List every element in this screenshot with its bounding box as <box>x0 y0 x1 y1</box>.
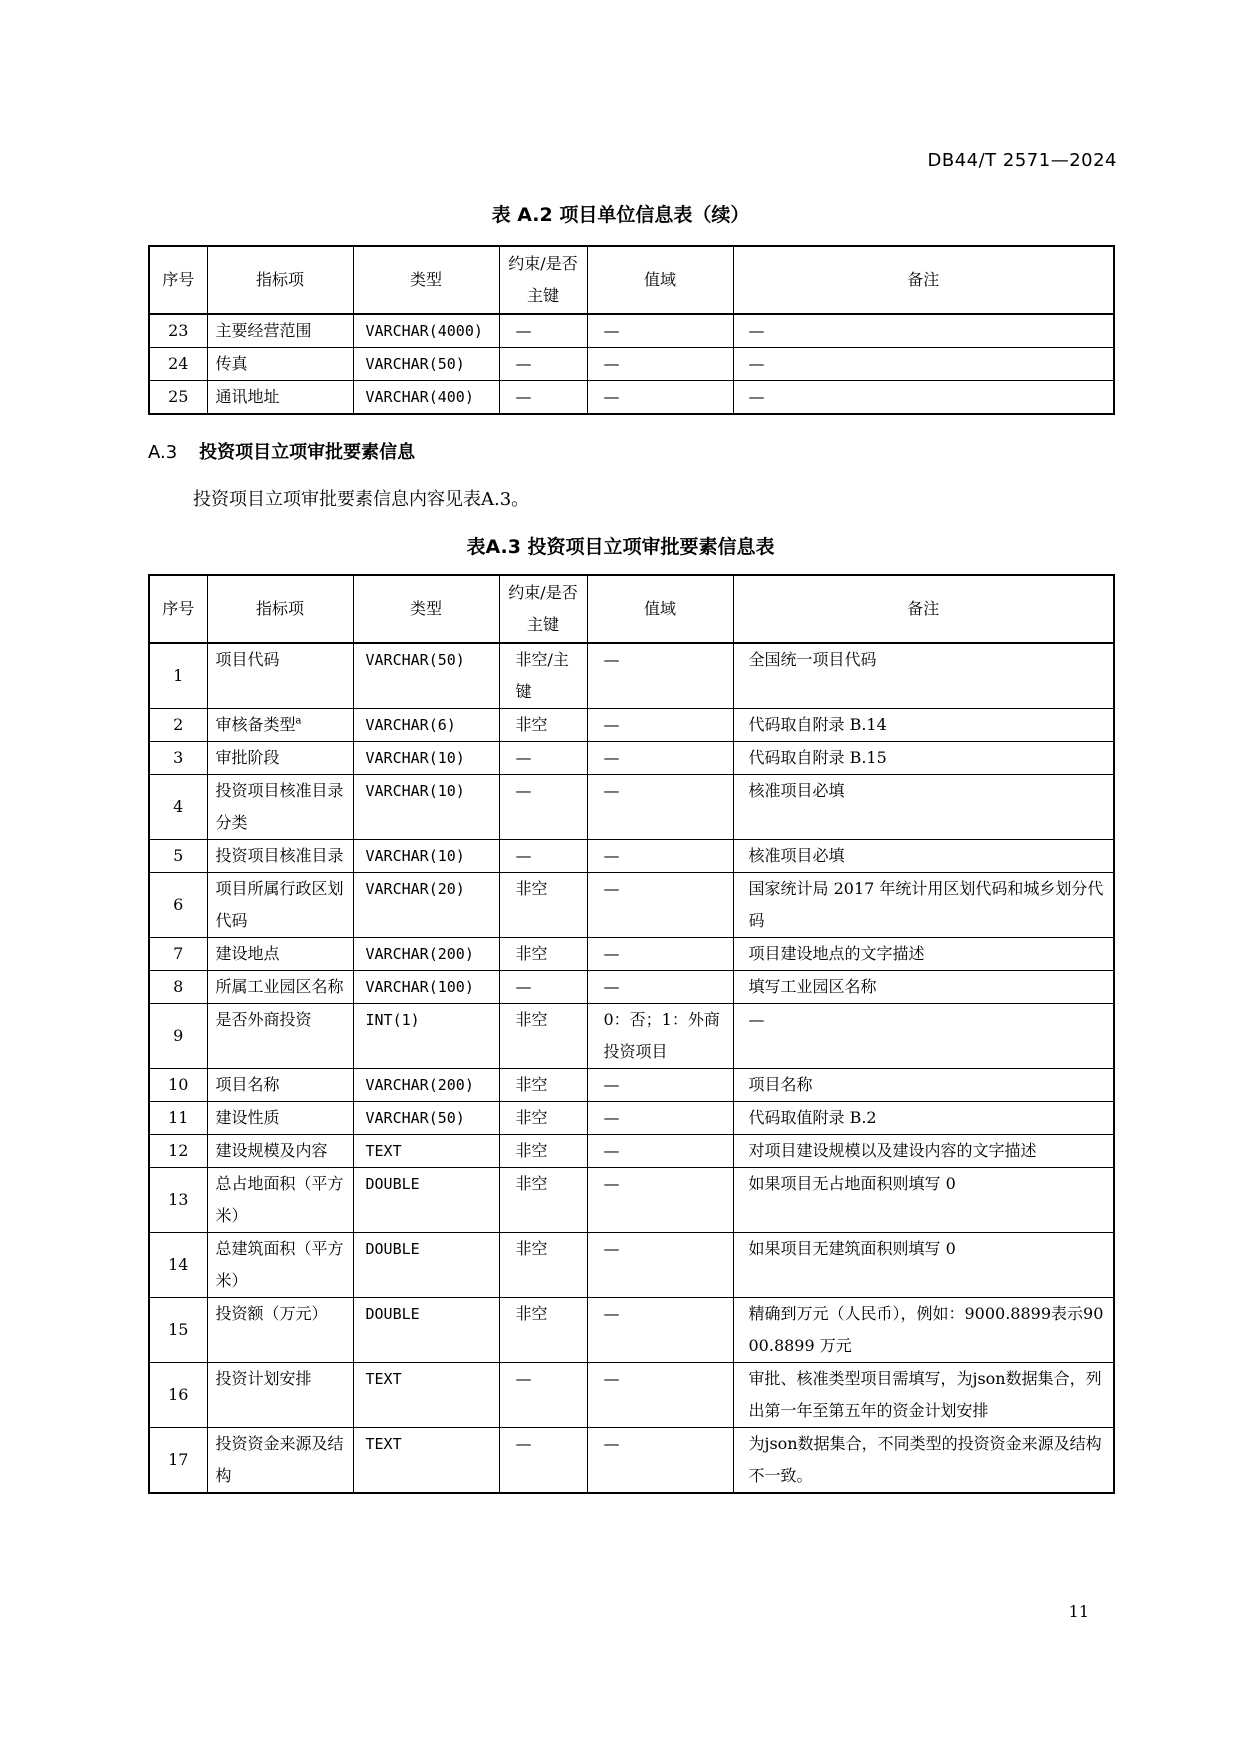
cell-constraint <box>499 1102 587 1135</box>
cell-note-text: — <box>748 387 765 406</box>
cell-type-text: DOUBLE <box>365 1175 420 1193</box>
cell-note-text: 填写工业园区名称 <box>748 977 877 996</box>
cell-note-text: 代码取值附录 B.2 <box>748 1108 877 1127</box>
cell-note <box>733 348 1114 381</box>
col-header-domain: 值域 <box>587 575 733 643</box>
cell-note <box>733 1004 1114 1069</box>
cell-item-text: 项目名称 <box>215 1075 280 1094</box>
cell-type-text: VARCHAR(6) <box>365 716 456 734</box>
cell-domain <box>587 873 733 938</box>
cell-type-text: VARCHAR(4000) <box>365 322 483 340</box>
cell-constraint-text: 非空 <box>515 1304 548 1323</box>
cell-constraint-text: — <box>515 781 532 800</box>
cell-item-text: 建设规模及内容 <box>215 1141 328 1160</box>
cell-type-text: VARCHAR(20) <box>365 880 465 898</box>
table-a2-caption: 表 A.2 项目单位信息表（续） <box>491 204 750 226</box>
table-row <box>149 775 1114 840</box>
cell-no <box>149 1004 207 1069</box>
cell-no-text: 16 <box>168 1385 189 1404</box>
cell-note-text: — <box>748 1010 765 1029</box>
cell-item <box>207 840 353 873</box>
cell-item <box>207 1135 353 1168</box>
col-header-note: 备注 <box>733 246 1114 314</box>
table-row <box>149 1233 1114 1298</box>
cell-note-text: 国家统计局 2017 年统计用区划代码和城乡划分代码 <box>748 879 1104 930</box>
cell-constraint-text: — <box>515 387 532 406</box>
cell-constraint-text: — <box>515 748 532 767</box>
cell-type-text: INT(1) <box>365 1011 420 1029</box>
table-row <box>149 840 1114 873</box>
cell-item-text: 审批阶段 <box>215 748 280 767</box>
cell-note-text: — <box>748 354 765 373</box>
table-row <box>149 1069 1114 1102</box>
cell-domain-text: — <box>603 781 620 800</box>
cell-constraint-text: 非空 <box>515 944 548 963</box>
cell-item <box>207 775 353 840</box>
cell-item-text: 建设地点 <box>215 944 280 963</box>
cell-type <box>353 381 499 415</box>
cell-note <box>733 1363 1114 1428</box>
cell-item <box>207 971 353 1004</box>
cell-constraint <box>499 348 587 381</box>
cell-item <box>207 1102 353 1135</box>
cell-constraint <box>499 938 587 971</box>
cell-domain-text: — <box>603 1304 620 1323</box>
cell-type-text: VARCHAR(50) <box>365 651 465 669</box>
cell-note <box>733 873 1114 938</box>
cell-domain <box>587 840 733 873</box>
table-a3 <box>148 574 1115 1494</box>
table-row <box>149 1102 1114 1135</box>
cell-constraint <box>499 775 587 840</box>
table-row <box>149 1363 1114 1428</box>
cell-item <box>207 1168 353 1233</box>
cell-note-text: 代码取自附录 B.14 <box>748 715 887 734</box>
cell-note-text: 如果项目无占地面积则填写 0 <box>748 1174 956 1193</box>
table-row <box>149 1298 1114 1363</box>
cell-note-text: — <box>748 321 765 340</box>
cell-no-text: 17 <box>168 1450 189 1469</box>
cell-type-text: TEXT <box>365 1435 402 1453</box>
cell-item-text: 投资项目核准目录 <box>215 846 344 865</box>
cell-domain <box>587 775 733 840</box>
cell-constraint <box>499 1298 587 1363</box>
cell-domain-text: — <box>603 1174 620 1193</box>
footnote-marker: a <box>295 715 302 727</box>
cell-domain <box>587 938 733 971</box>
cell-constraint <box>499 971 587 1004</box>
col-header-type: 类型 <box>353 575 499 643</box>
cell-domain <box>587 1298 733 1363</box>
cell-type-text: VARCHAR(10) <box>365 749 465 767</box>
cell-item-text: 项目所属行政区划代码 <box>215 879 344 930</box>
cell-domain-text: — <box>603 715 620 734</box>
cell-domain-text: — <box>603 879 620 898</box>
cell-note <box>733 1168 1114 1233</box>
cell-constraint <box>499 643 587 709</box>
cell-type-text: VARCHAR(50) <box>365 355 465 373</box>
cell-no-text: 10 <box>168 1075 189 1094</box>
cell-item <box>207 938 353 971</box>
cell-type <box>353 840 499 873</box>
cell-note <box>733 1102 1114 1135</box>
section-body-text: 投资项目立项审批要素信息内容见表A.3。 <box>193 489 530 510</box>
cell-no-text: 4 <box>173 797 184 816</box>
cell-note-text: 对项目建设规模以及建设内容的文字描述 <box>748 1141 1037 1160</box>
cell-type-text: VARCHAR(200) <box>365 945 474 963</box>
cell-type <box>353 1004 499 1069</box>
col-header-type: 类型 <box>353 246 499 314</box>
cell-note <box>733 1298 1114 1363</box>
cell-item-text: 建设性质 <box>215 1108 280 1127</box>
cell-type <box>353 971 499 1004</box>
cell-domain-text: — <box>603 1075 620 1094</box>
cell-note <box>733 314 1114 348</box>
cell-type <box>353 348 499 381</box>
cell-no-text: 3 <box>173 748 184 767</box>
cell-note-text: 审批、核准类型项目需填写，为json数据集合，列出第一年至第五年的资金计划安排 <box>748 1369 1102 1420</box>
cell-no <box>149 381 207 415</box>
cell-domain <box>587 1102 733 1135</box>
cell-note <box>733 742 1114 775</box>
cell-note <box>733 775 1114 840</box>
cell-item-text: 项目代码 <box>215 650 280 669</box>
cell-no <box>149 314 207 348</box>
cell-no-text: 11 <box>168 1108 189 1127</box>
cell-constraint-text: 非空 <box>515 1174 548 1193</box>
cell-note-text: 精确到万元（人民币），例如：9000.8899表示9000.8899 万元 <box>748 1304 1104 1355</box>
table-row <box>149 643 1114 709</box>
table-a3-header-row <box>149 575 1114 643</box>
cell-type-text: TEXT <box>365 1142 402 1160</box>
cell-no <box>149 873 207 938</box>
cell-note-text: 项目名称 <box>748 1075 813 1094</box>
cell-domain <box>587 742 733 775</box>
section-a3-heading <box>148 438 415 464</box>
table-a3-caption: 表A.3 投资项目立项审批要素信息表 <box>466 536 775 558</box>
cell-no <box>149 1233 207 1298</box>
cell-note <box>733 971 1114 1004</box>
cell-domain-text: — <box>603 846 620 865</box>
cell-item-text: 投资额（万元） <box>215 1304 328 1323</box>
cell-constraint <box>499 840 587 873</box>
cell-domain <box>587 348 733 381</box>
cell-note-text: 核准项目必填 <box>748 846 845 865</box>
cell-no <box>149 1135 207 1168</box>
cell-item <box>207 1298 353 1363</box>
cell-item <box>207 1233 353 1298</box>
table-row <box>149 1135 1114 1168</box>
cell-no-text: 8 <box>173 977 184 996</box>
section-title: 投资项目立项审批要素信息 <box>199 442 416 463</box>
cell-item-text: 所属工业园区名称 <box>215 977 344 996</box>
cell-no <box>149 1298 207 1363</box>
cell-type <box>353 709 499 742</box>
table-a2 <box>148 245 1115 415</box>
cell-constraint <box>499 873 587 938</box>
cell-note <box>733 938 1114 971</box>
cell-no-text: 12 <box>168 1141 189 1160</box>
cell-domain-text: — <box>603 1108 620 1127</box>
cell-domain <box>587 1004 733 1069</box>
cell-constraint-text: — <box>515 977 532 996</box>
cell-domain <box>587 1428 733 1494</box>
col-header-item: 指标项 <box>207 246 353 314</box>
cell-no-text: 15 <box>168 1320 189 1339</box>
cell-constraint-text: — <box>515 1434 532 1453</box>
cell-constraint-text: — <box>515 321 532 340</box>
cell-note <box>733 381 1114 415</box>
cell-no <box>149 1363 207 1428</box>
cell-no <box>149 1168 207 1233</box>
cell-item-text: 投资计划安排 <box>215 1369 312 1388</box>
cell-item-text: 审核备类型 <box>215 715 296 734</box>
cell-constraint-text: — <box>515 354 532 373</box>
cell-type <box>353 643 499 709</box>
col-header-no: 序号 <box>149 575 207 643</box>
cell-type <box>353 1135 499 1168</box>
cell-domain <box>587 1135 733 1168</box>
cell-type <box>353 1428 499 1494</box>
cell-domain-text: — <box>603 1239 620 1258</box>
cell-note-text: 如果项目无建筑面积则填写 0 <box>748 1239 956 1258</box>
cell-note <box>733 1233 1114 1298</box>
cell-constraint <box>499 1363 587 1428</box>
col-header-constraint: 约束/是否主键 <box>499 246 587 314</box>
cell-no <box>149 775 207 840</box>
cell-constraint-text: 非空 <box>515 1108 548 1127</box>
cell-no-text: 23 <box>168 321 189 340</box>
cell-constraint-text: — <box>515 846 532 865</box>
cell-type-text: VARCHAR(400) <box>365 388 474 406</box>
cell-type-text: DOUBLE <box>365 1305 420 1323</box>
cell-domain <box>587 971 733 1004</box>
cell-type <box>353 1363 499 1428</box>
col-header-note: 备注 <box>733 575 1114 643</box>
cell-type-text: TEXT <box>365 1370 402 1388</box>
table-row <box>149 314 1114 348</box>
standard-code: DB44/T 2571—2024 <box>927 150 1117 171</box>
cell-item <box>207 1363 353 1428</box>
cell-no-text: 13 <box>168 1190 189 1209</box>
cell-item <box>207 742 353 775</box>
cell-type <box>353 938 499 971</box>
cell-item-text: 投资资金来源及结构 <box>215 1434 344 1485</box>
cell-item <box>207 1004 353 1069</box>
cell-no-text: 9 <box>173 1026 184 1045</box>
cell-no-text: 24 <box>168 354 189 373</box>
cell-item <box>207 314 353 348</box>
cell-constraint <box>499 381 587 415</box>
cell-item <box>207 709 353 742</box>
cell-domain-text: — <box>603 354 620 373</box>
cell-constraint-text: 非空/主键 <box>515 650 569 701</box>
cell-note-text: 代码取自附录 B.15 <box>748 748 887 767</box>
cell-constraint <box>499 1233 587 1298</box>
cell-note <box>733 1428 1114 1494</box>
cell-note <box>733 643 1114 709</box>
cell-domain <box>587 381 733 415</box>
cell-type-text: VARCHAR(50) <box>365 1109 465 1127</box>
cell-item-text: 传真 <box>215 354 248 373</box>
cell-type <box>353 873 499 938</box>
table-row <box>149 381 1114 415</box>
cell-constraint <box>499 1428 587 1494</box>
cell-item-text: 主要经营范围 <box>215 321 312 340</box>
cell-type <box>353 775 499 840</box>
cell-note-text: 全国统一项目代码 <box>748 650 877 669</box>
cell-note <box>733 709 1114 742</box>
page-number: 11 <box>1068 1602 1089 1621</box>
cell-type <box>353 742 499 775</box>
cell-constraint-text: 非空 <box>515 1141 548 1160</box>
cell-no <box>149 1069 207 1102</box>
cell-constraint-text: 非空 <box>515 1239 548 1258</box>
cell-no <box>149 643 207 709</box>
cell-no <box>149 971 207 1004</box>
cell-no-text: 7 <box>173 944 184 963</box>
cell-no <box>149 742 207 775</box>
cell-domain-text: — <box>603 1141 620 1160</box>
cell-no <box>149 938 207 971</box>
cell-item <box>207 1069 353 1102</box>
cell-constraint <box>499 314 587 348</box>
cell-no <box>149 348 207 381</box>
cell-constraint-text: 非空 <box>515 1075 548 1094</box>
cell-no <box>149 1428 207 1494</box>
cell-item-text: 总占地面积（平方米） <box>215 1174 344 1225</box>
cell-no-text: 6 <box>173 895 184 914</box>
cell-note <box>733 1135 1114 1168</box>
cell-type-text: VARCHAR(10) <box>365 782 465 800</box>
cell-type <box>353 1069 499 1102</box>
cell-type-text: VARCHAR(200) <box>365 1076 474 1094</box>
cell-domain-text: — <box>603 944 620 963</box>
cell-no-text: 5 <box>173 846 184 865</box>
cell-type <box>353 1298 499 1363</box>
section-number: A.3 <box>148 442 178 463</box>
cell-type-text: DOUBLE <box>365 1240 420 1258</box>
cell-item-text: 总建筑面积（平方米） <box>215 1239 344 1290</box>
cell-constraint-text: 非空 <box>515 715 548 734</box>
cell-constraint-text: 非空 <box>515 879 548 898</box>
table-row <box>149 971 1114 1004</box>
cell-item <box>207 381 353 415</box>
cell-no <box>149 840 207 873</box>
cell-item <box>207 348 353 381</box>
cell-domain-text: — <box>603 387 620 406</box>
cell-no <box>149 709 207 742</box>
cell-type-text: VARCHAR(100) <box>365 978 474 996</box>
cell-type-text: VARCHAR(10) <box>365 847 465 865</box>
col-header-no: 序号 <box>149 246 207 314</box>
cell-item <box>207 1428 353 1494</box>
cell-type <box>353 314 499 348</box>
cell-domain-text: — <box>603 650 620 669</box>
cell-domain-text: — <box>603 748 620 767</box>
cell-no-text: 25 <box>168 387 189 406</box>
cell-domain <box>587 314 733 348</box>
cell-type <box>353 1102 499 1135</box>
cell-no <box>149 1102 207 1135</box>
cell-no-text: 1 <box>173 666 184 685</box>
cell-note-text: 项目建设地点的文字描述 <box>748 944 925 963</box>
table-a2-header-row <box>149 246 1114 314</box>
cell-domain-text: — <box>603 977 620 996</box>
cell-item <box>207 873 353 938</box>
cell-constraint <box>499 1069 587 1102</box>
cell-item-text: 投资项目核准目录分类 <box>215 781 344 832</box>
table-row <box>149 348 1114 381</box>
cell-item-text: 是否外商投资 <box>215 1010 312 1029</box>
cell-domain <box>587 1168 733 1233</box>
cell-constraint <box>499 1135 587 1168</box>
cell-domain <box>587 1233 733 1298</box>
cell-note-text: 核准项目必填 <box>748 781 845 800</box>
cell-domain <box>587 1069 733 1102</box>
cell-item <box>207 643 353 709</box>
cell-note <box>733 840 1114 873</box>
col-header-item: 指标项 <box>207 575 353 643</box>
table-row <box>149 873 1114 938</box>
cell-constraint <box>499 1168 587 1233</box>
table-row <box>149 742 1114 775</box>
table-row <box>149 938 1114 971</box>
table-row <box>149 1004 1114 1069</box>
cell-domain <box>587 643 733 709</box>
cell-domain-text: — <box>603 1369 620 1388</box>
cell-constraint-text: — <box>515 1369 532 1388</box>
cell-no-text: 2 <box>173 715 184 734</box>
cell-note-text: 为json数据集合，不同类型的投资资金来源及结构不一致。 <box>748 1434 1102 1485</box>
col-header-constraint: 约束/是否主键 <box>499 575 587 643</box>
table-row <box>149 709 1114 742</box>
cell-constraint <box>499 709 587 742</box>
table-row <box>149 1168 1114 1233</box>
cell-domain <box>587 709 733 742</box>
cell-item-text: 通讯地址 <box>215 387 280 406</box>
cell-domain-text: — <box>603 1434 620 1453</box>
table-row <box>149 1428 1114 1494</box>
cell-type <box>353 1168 499 1233</box>
cell-domain <box>587 1363 733 1428</box>
cell-note <box>733 1069 1114 1102</box>
col-header-domain: 值域 <box>587 246 733 314</box>
cell-domain-text: 0：否；1：外商投资项目 <box>603 1010 720 1061</box>
cell-type <box>353 1233 499 1298</box>
cell-constraint-text: 非空 <box>515 1010 548 1029</box>
cell-domain-text: — <box>603 321 620 340</box>
cell-no-text: 14 <box>168 1255 189 1274</box>
cell-constraint <box>499 1004 587 1069</box>
cell-constraint <box>499 742 587 775</box>
